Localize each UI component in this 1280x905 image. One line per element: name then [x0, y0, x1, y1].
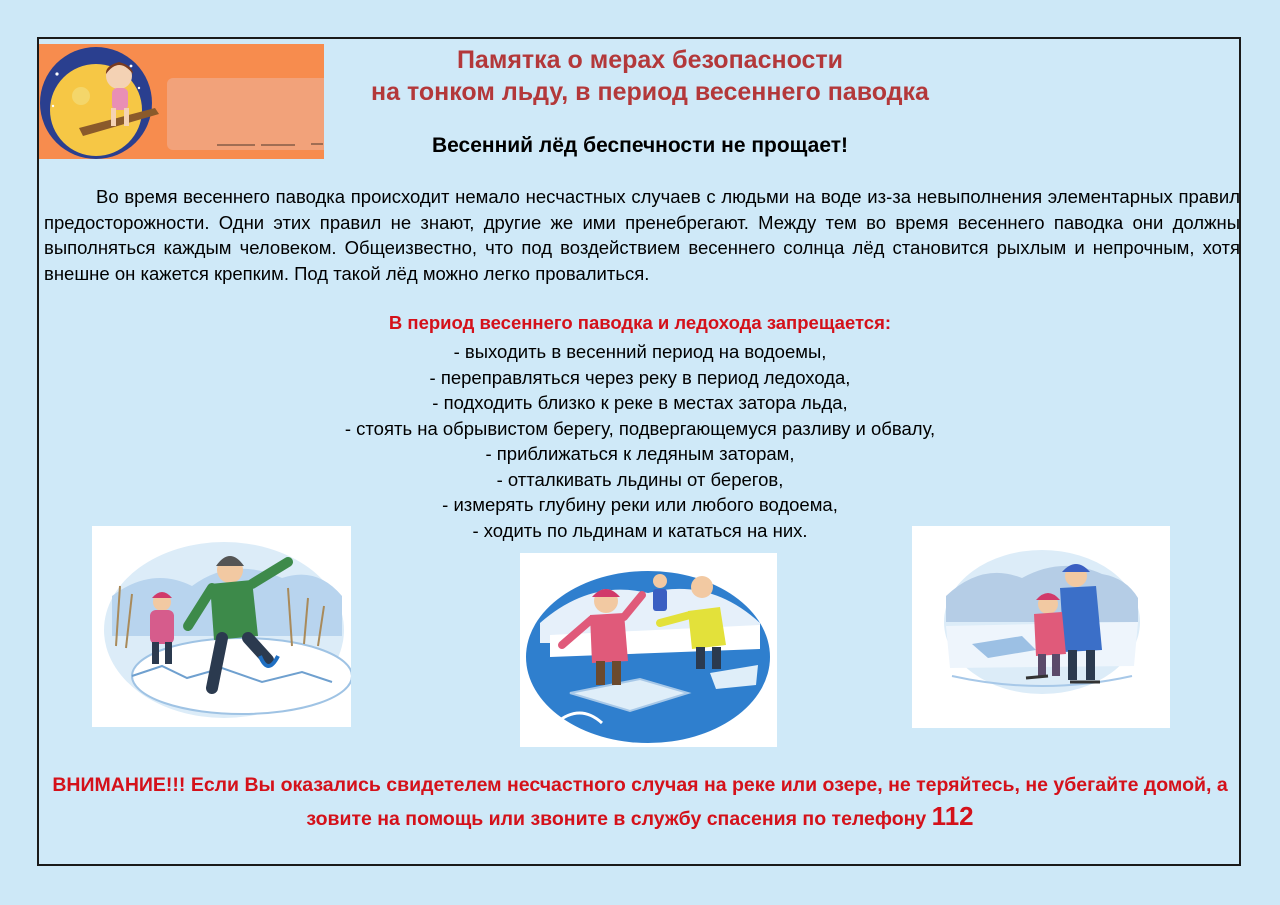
- list-item: - подходить близко к реке в местах затора льда,: [432, 392, 848, 413]
- list-item: - стоять на обрывистом берегу, подвергающемуся разливу и обвалу,: [344, 417, 936, 439]
- logo: [39, 44, 324, 159]
- list-item: - измерять глубину реки или любого водоема,: [442, 494, 838, 515]
- illustration-man-breaking-ice: [92, 526, 351, 727]
- rescue-phone-number: 112: [931, 801, 974, 831]
- children-on-ice-floe-illustration: [520, 553, 777, 747]
- list-item: - переправляться через реку в период ледохода,: [429, 366, 851, 388]
- intro-paragraph: Во время весеннего паводка происходит немало несчастных случаев с людьми на воде из-за невыполнения элементарных правил предосторожности. Одни этих правил не знают, другие же ими пренебрегают. Между тем во время весеннего паводка они должны выполняться каждым человеком. Общеизвестно, что под воздействием весеннего солнца лёд становится рыхлым и непрочным, хотя внешне он кажется крепким. Под такой лёд можно легко провалиться.: [44, 186, 1240, 284]
- adult-helping-child-on-ice-illustration: [912, 526, 1170, 728]
- man-breaking-through-ice-illustration: [92, 526, 351, 727]
- illustration-adult-helping-child: [912, 526, 1170, 728]
- list-item: - приближаться к ледяным заторам,: [485, 443, 795, 464]
- attention-text: ВНИМАНИЕ!!! Если Вы оказались свидетелем несчастного случая на реке или озере, не теряйтесь, не убегайте домой, а зовите на помощь или звоните в службу спасения по телефону: [52, 774, 1228, 830]
- attention-notice: [40, 770, 1240, 835]
- list-item: - отталкивать льдины от берегов,: [496, 468, 784, 490]
- illustration-children-on-ice-floe: [520, 553, 777, 747]
- page-subtitle: Весенний лёд беспечности не прощает!: [431, 134, 849, 157]
- title-line-2: на тонком льду, в период весеннего паводка: [371, 78, 929, 106]
- title-line-1: Памятка о мерах безопасности: [456, 46, 844, 74]
- page-title: [300, 44, 1000, 108]
- list-item: - ходить по льдинам и кататься на них.: [472, 519, 808, 541]
- list-item: - выходить в весенний период на водоемы,: [453, 341, 827, 362]
- forbidden-list: [40, 339, 1240, 543]
- forbidden-heading: В период весеннего паводка и ледохода запрещается:: [388, 312, 892, 333]
